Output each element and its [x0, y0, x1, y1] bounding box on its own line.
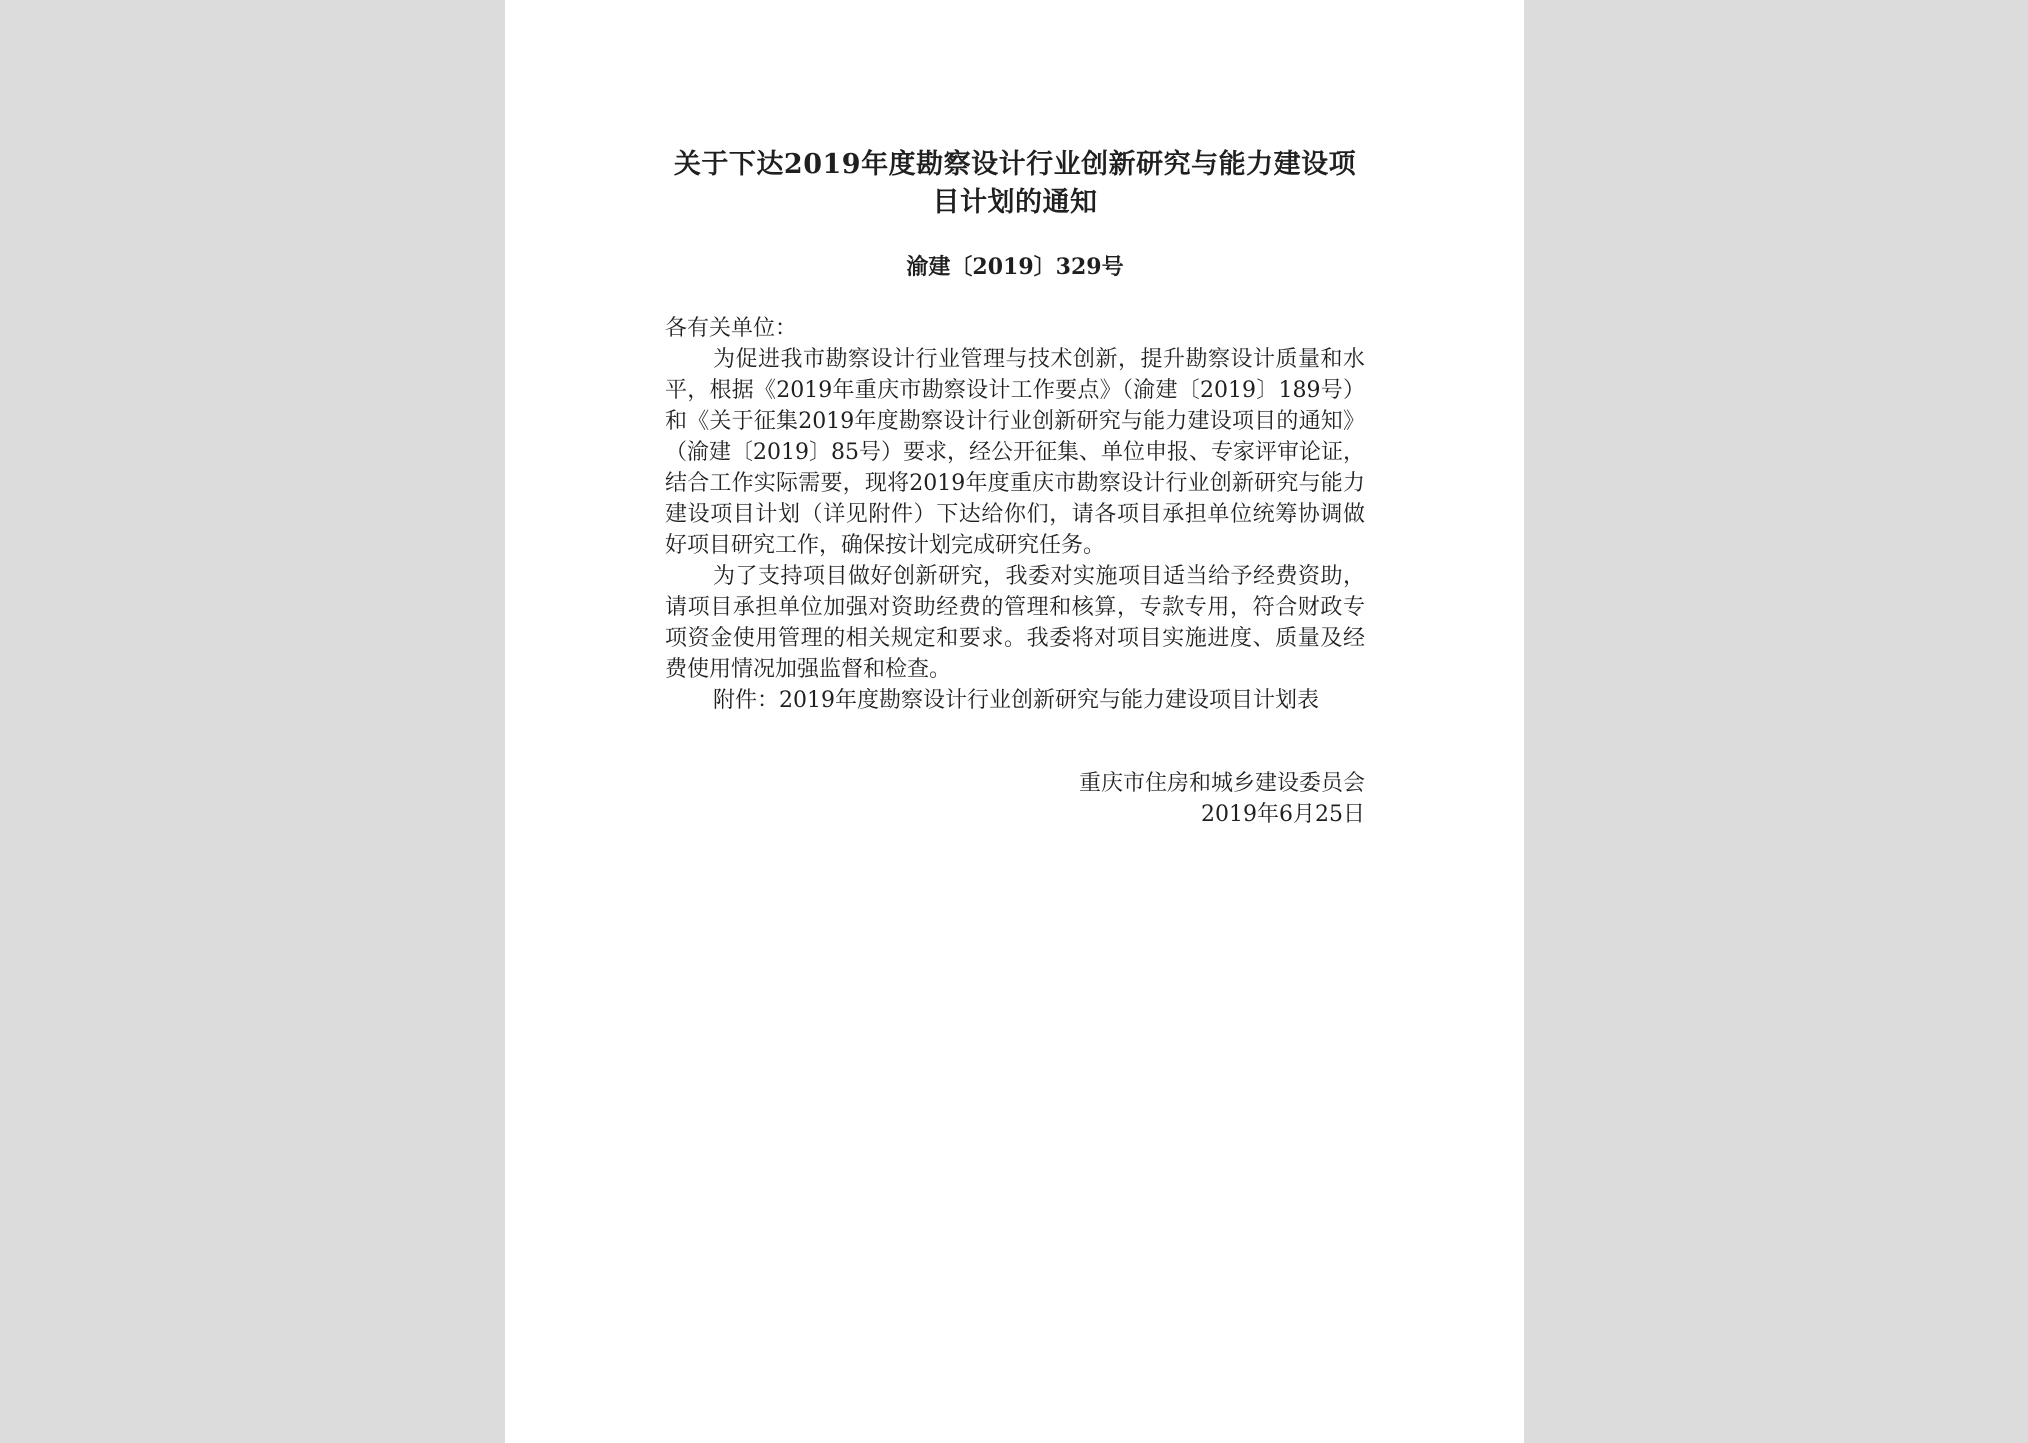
document-content [665, 146, 1365, 830]
issue-date: 2019年6月25日 [1201, 802, 1365, 827]
signature-block [665, 768, 1365, 830]
issuer: 重庆市住房和城乡建设委员会 [1078, 771, 1365, 796]
attachment-note: 附件：2019年度勘察设计行业创新研究与能力建设项目计划表 [713, 688, 1319, 713]
document-number: 渝建〔2019〕329号 [906, 254, 1124, 280]
body-paragraph-2: 为了支持项目做好创新研究，我委对实施项目适当给予经费资助，请项目承担单位加强对资助经费的管理和核算，专款专用，符合财政专项资金使用管理的相关规定和要求。我委将对项目实施进度、质量及经费使用情况加强监督和检查。 [665, 564, 1365, 682]
document-page [505, 0, 1524, 1443]
body-paragraph-1: 为促进我市勘察设计行业管理与技术创新，提升勘察设计质量和水平，根据《2019年重庆市勘察设计工作要点》（渝建〔2019〕189号）和《关于征集2019年度勘察设计行业创新研究与能力建设项目的通知》（渝建〔2019〕85号）要求，经公开征集、单位申报、专家评审论证，结合工作实际需要，现将2019年度重庆市勘察设计行业创新研究与能力建设项目计划（详见附件）下达给你们，请各项目承担单位统筹协调做好项目研究工作，确保按计划完成研究任务。 [665, 347, 1365, 558]
salutation: 各有关单位： [665, 316, 798, 341]
document-title: 关于下达2019年度勘察设计行业创新研究与能力建设项目计划的通知 [673, 149, 1357, 218]
